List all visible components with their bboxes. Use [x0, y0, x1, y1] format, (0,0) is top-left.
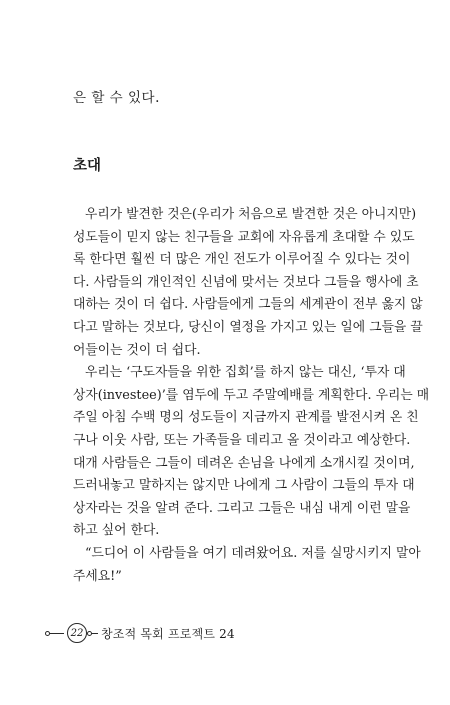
continued-sentence: 은 할 수 있다.: [73, 90, 160, 106]
text-line: 주세요!”: [73, 568, 122, 584]
text-line: 상자라는 것을 알려 준다. 그리고 그들은 내심 내게 이런 말을: [73, 500, 411, 516]
text-line: 상자(investee)’를 염두에 두고 주말예배를 계획한다. 우리는 매: [73, 387, 430, 403]
text-line: 구나 이웃 사람, 또는 가족들을 데리고 올 것이라고 예상한다.: [73, 432, 411, 448]
text-line: “드디어 이 사람들을 여기 데려왔어요. 저를 실망시키지 말아: [85, 545, 421, 561]
text-line: 대하는 것이 더 쉽다. 사람들에게 그들의 세계관이 전부 옳지 않: [73, 297, 423, 313]
running-title: 창조적 목회 프로젝트 24: [101, 626, 235, 641]
text-line: 어들이는 것이 더 쉽다.: [73, 342, 201, 358]
footer-ornament: [48, 633, 64, 634]
text-line: 다고 말하는 것보다, 당신이 열정을 가지고 있는 일에 그들을 끌: [73, 319, 423, 335]
text-line: 대개 사람들은 그들이 데려온 손님을 나에게 소개시킬 것이며,: [73, 455, 415, 471]
page-number: 22: [67, 623, 87, 643]
body-text: [73, 204, 430, 588]
text-line: 주일 아침 수백 명의 성도들이 지금까지 관계를 발전시켜 온 친: [73, 410, 419, 426]
page-footer: [48, 623, 235, 643]
text-line: 하고 싶어 한다.: [73, 523, 160, 539]
text-line: 다. 사람들의 개인적인 신념에 맞서는 것보다 그들을 행사에 초: [73, 274, 419, 290]
text-line: 드러내놓고 말하지는 않지만 나에게 그 사람이 그들의 투자 대: [73, 478, 415, 494]
text-line: 우리는 ‘구도자들을 위한 집회’를 하지 않는 대신, ‘투자 대: [85, 365, 406, 381]
text-line: 록 한다면 훨씬 더 많은 개인 전도가 이루어질 수 있다는 것이: [73, 252, 411, 268]
footer-ornament: [90, 633, 98, 634]
section-heading: 초대: [73, 158, 102, 174]
text-line: 성도들이 믿지 않는 친구들을 교회에 자유롭게 초대할 수 있도: [73, 229, 415, 245]
text-line: 우리가 발견한 것은(우리가 처음으로 발견한 것은 아니지만): [85, 207, 417, 222]
